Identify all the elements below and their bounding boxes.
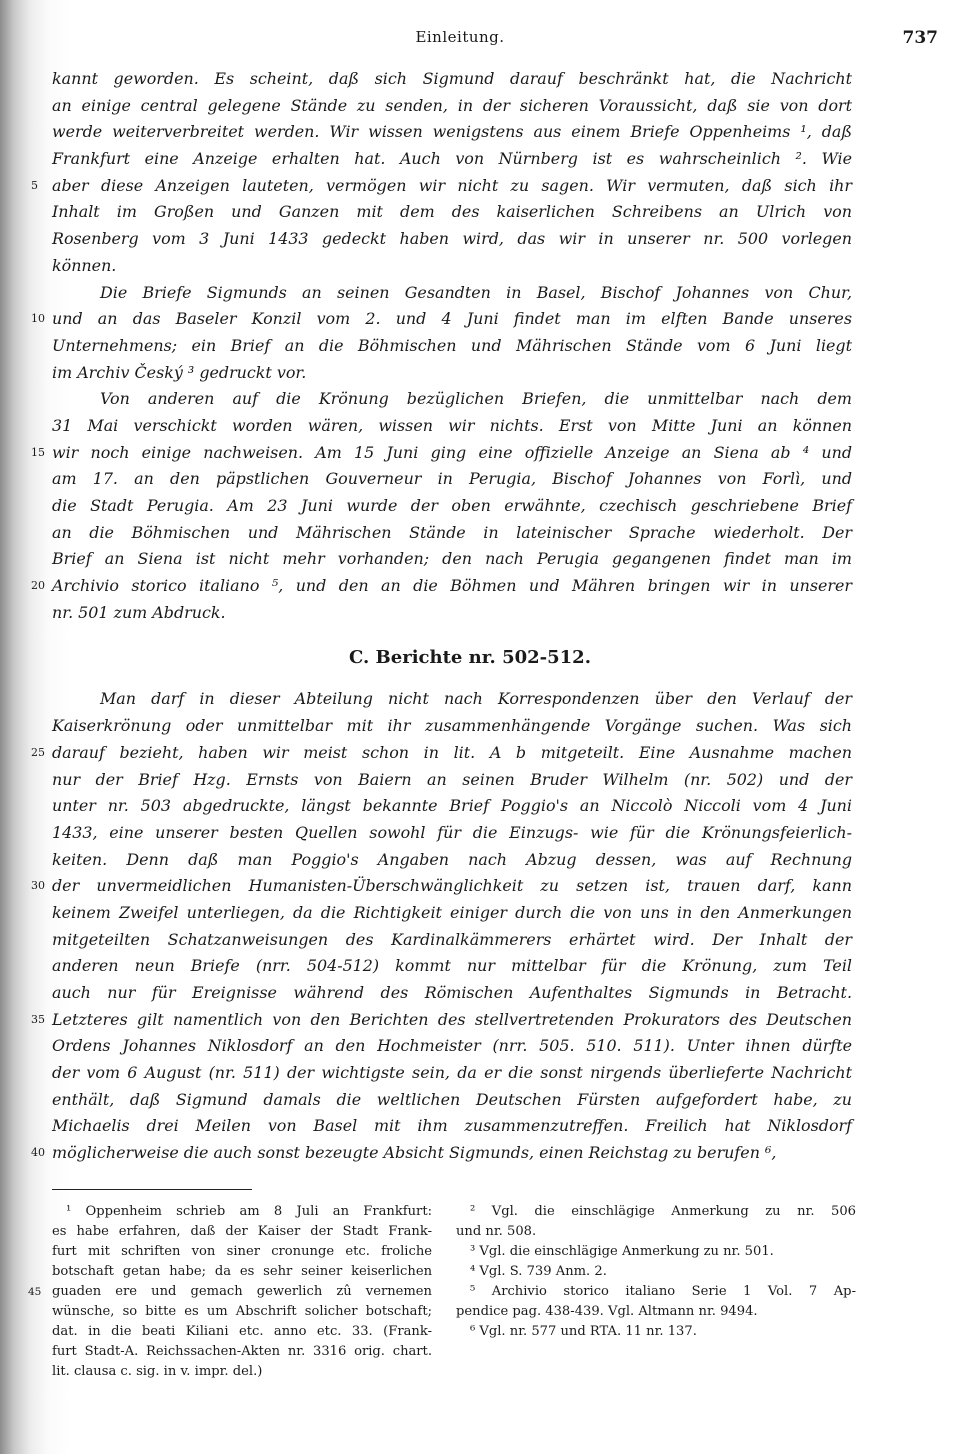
- footnote-line-text: botschaft getan habe; da es sehr seiner keiserlichen: [52, 1263, 432, 1279]
- text-line: [0, 333, 960, 360]
- text-line-text: wir noch einige nachweisen. Am 15 Juni ging eine offizielle Anzeige an Siena ab ⁴ und: [52, 442, 852, 462]
- footnote-line-text: ⁴ Vgl. S. 739 Anm. 2.: [470, 1263, 607, 1279]
- text-line-text: der unvermeidlichen Humanisten-Überschwänglichkeit zu setzen ist, trauen darf, kann: [52, 876, 852, 896]
- text-line-text: Von anderen auf die Krönung bezüglichen Briefen, die unmittelbar nach dem: [100, 389, 852, 409]
- text-line: [0, 573, 960, 600]
- text-line: [0, 600, 960, 627]
- footnotes-left-column: [28, 1202, 432, 1382]
- text-line: [0, 927, 960, 954]
- footnote-line: [456, 1202, 856, 1222]
- text-line: [0, 546, 960, 573]
- text-line: [0, 493, 960, 520]
- text-line: [0, 360, 960, 387]
- text-line: [0, 1033, 960, 1060]
- text-line-text: mitgeteilten Schatzanweisungen des Kardinalkämmerers erhärtet wird. Der Inhalt der: [52, 929, 852, 949]
- main-text: [0, 66, 960, 1379]
- footnote-line: [52, 1362, 432, 1382]
- footnote-line: [28, 1282, 432, 1302]
- line-number: 20: [31, 579, 45, 593]
- text-line-text: die Stadt Perugia. Am 23 Juni wurde der oben erwähnte, czechisch geschriebene Brief: [52, 496, 852, 515]
- text-line-text: an die Böhmischen und Mährischen Stände in lateinischer Sprache wiederholt. Der: [52, 522, 852, 542]
- footnote-line-text: ¹ Oppenheim schrieb am 8 Juli an Frankfurt:: [66, 1203, 432, 1219]
- footnote-line: [456, 1322, 856, 1342]
- text-line-text: im Archiv Český ³ gedruckt vor.: [52, 362, 307, 382]
- text-line: [0, 280, 960, 307]
- text-line: [0, 900, 960, 927]
- text-line: [0, 119, 960, 146]
- footnote-line-text: pendice pag. 438-439. Vgl. Altmann nr. 9494.: [456, 1303, 758, 1319]
- text-line-text: nr. 501 zum Abdruck.: [52, 602, 226, 622]
- footnote-line-text: lit. clausa c. sig. in v. impr. del.): [52, 1363, 263, 1379]
- text-line: [0, 173, 960, 200]
- text-line: [0, 466, 960, 493]
- line-number: 15: [31, 445, 45, 459]
- footnote-line-text: dat. in die beati Kiliani etc. anno etc. 33. (Frank-: [52, 1323, 432, 1339]
- footnote-line: [52, 1342, 432, 1362]
- text-line-text: keiten. Denn daß man Poggio's Angaben nach Abzug dessen, was auf Rechnung: [52, 849, 852, 869]
- text-line: [0, 386, 960, 413]
- text-line: [0, 847, 960, 874]
- footnote-line: [52, 1242, 432, 1262]
- line-number: 25: [31, 745, 45, 759]
- text-line: [0, 1140, 960, 1167]
- text-line-text: Brief an Siena ist nicht mehr vorhanden; den nach Perugia gegangenen findet man im: [52, 549, 852, 569]
- text-line-text: nur der Brief Hzg. Ernsts von Baiern an seinen Bruder Wilhelm (nr. 502) und der: [52, 769, 852, 789]
- footnote-line-text: furt mit schriften von siner cronunge etc. froliche: [52, 1243, 432, 1259]
- text-line-text: Archivio storico italiano ⁵, und den an die Böhmen und Mähren bringen wir in unserer: [52, 576, 852, 596]
- paragraphs-bottom: [0, 686, 960, 1166]
- footnote-line-text: ³ Vgl. die einschlägige Anmerkung zu nr. 501.: [470, 1243, 774, 1259]
- text-line: [0, 820, 960, 847]
- text-line: [0, 873, 960, 900]
- text-line-text: Man darf in dieser Abteilung nicht nach Korrespondenzen über den Verlauf der: [100, 689, 852, 709]
- text-line-text: enthält, daß Sigmund damals die weltlichen Deutschen Fürsten aufgefordert habe, zu: [52, 1089, 852, 1109]
- line-number: 35: [31, 1012, 45, 1026]
- text-line-text: Kaiserkrönung oder unmittelbar mit ihr zusammenhängende Vorgänge suchen. Was sich: [52, 716, 852, 736]
- footnote-line: [52, 1302, 432, 1322]
- line-number: 10: [31, 312, 45, 326]
- text-line-text: Michaelis drei Meilen von Basel mit ihm zusammenzutreffen. Freilich hat Niklosdorf: [52, 1116, 852, 1136]
- text-line: [0, 66, 960, 93]
- text-line: [0, 1087, 960, 1114]
- text-line-text: keinem Zweifel unterliegen, da die Richtigkeit einiger durch die von uns in den Anmerkungen: [52, 902, 852, 922]
- text-line-text: möglicherweise die auch sonst bezeugte Absicht Sigmunds, einen Reichstag zu berufen ⁶,: [52, 1143, 777, 1163]
- line-number: 30: [31, 879, 45, 893]
- text-line: [0, 440, 960, 467]
- text-line-text: Die Briefe Sigmunds an seinen Gesandten in Basel, Bischof Johannes von Chur,: [100, 282, 852, 302]
- text-line-text: Ordens Johannes Niklosdorf an den Hochmeister (nrr. 505. 510. 511). Unter ihnen dürfte: [52, 1036, 852, 1056]
- footnote-line: [52, 1322, 432, 1342]
- text-line-text: 31 Mai verschickt worden wären, wissen wir nichts. Erst von Mitte Juni an können: [52, 415, 852, 435]
- text-line-text: an einige central gelegene Stände zu senden, in der sicheren Voraussicht, daß sie von dort: [52, 95, 852, 115]
- footnote-line-text: ² Vgl. die einschlägige Anmerkung zu nr. 506: [470, 1203, 856, 1219]
- text-line: [0, 199, 960, 226]
- header-title: Einleitung.: [415, 28, 505, 46]
- text-line: [0, 740, 960, 767]
- text-line-text: darauf bezieht, haben wir meist schon in lit. A b mitgeteilt. Eine Ausnahme machen: [52, 742, 852, 762]
- footnote-line-text: guaden ere und gemach gewerlich zû vernemen: [52, 1283, 432, 1299]
- footnote-line-text: furt Stadt-A. Reichssachen-Akten nr. 3316 orig. chart.: [52, 1343, 432, 1359]
- footnotes-right-column: [456, 1202, 856, 1342]
- text-line-text: 1433, eine unserer besten Quellen sowohl für die Einzugs- wie für die Krönungsfeierlich-: [52, 822, 852, 842]
- paragraphs-top: [0, 66, 960, 626]
- line-number: 5: [31, 178, 38, 192]
- footnote-line-text: und nr. 508.: [456, 1223, 537, 1239]
- text-line: [0, 306, 960, 333]
- text-line-text: und an das Baseler Konzil vom 2. und 4 Juni findet man im elften Bande unseres: [52, 309, 852, 329]
- text-line-text: der vom 6 August (nr. 511) der wichtigste sein, da er die sonst nirgends überlieferte Nachricht: [52, 1063, 852, 1083]
- text-line-text: am 17. an den päpstlichen Gouverneur in Perugia, Bischof Johannes von Forlì, und: [52, 469, 852, 489]
- footnote-line: [456, 1222, 856, 1242]
- footnote-line: [52, 1222, 432, 1242]
- footnote-line: [456, 1242, 856, 1262]
- text-line: [0, 793, 960, 820]
- footnote-line-text: ⁶ Vgl. nr. 577 und RTA. 11 nr. 137.: [470, 1323, 697, 1339]
- text-line: [0, 1060, 960, 1087]
- text-line: [0, 1007, 960, 1034]
- text-line-text: werde weiterverbreitet werden. Wir wissen wenigstens aus einem Briefe Oppenheims ¹, daß: [52, 122, 852, 142]
- text-line-text: Frankfurt eine Anzeige erhalten hat. Auch von Nürnberg ist es wahrscheinlich ². Wie: [52, 149, 852, 169]
- text-line: [0, 93, 960, 120]
- text-line: [0, 1113, 960, 1140]
- text-line-text: unter nr. 503 abgedruckte, längst bekannte Brief Poggio's an Niccolò Niccoli vom 4 Juni: [52, 796, 852, 816]
- text-line: [0, 226, 960, 253]
- text-line-text: Letzteres gilt namentlich von den Berichten des stellvertretenden Prokurators des Deutschen: [52, 1009, 852, 1029]
- footnote-line: [52, 1262, 432, 1282]
- text-line-text: aber diese Anzeigen lauteten, vermögen wir nicht zu sagen. Wir vermuten, daß sich ihr: [52, 175, 852, 195]
- text-line-text: kannt geworden. Es scheint, daß sich Sigmund darauf beschränkt hat, die Nachricht: [52, 69, 852, 88]
- text-line: [0, 767, 960, 794]
- footnote-line: [52, 1202, 432, 1222]
- text-line-text: können.: [52, 255, 117, 275]
- running-header: [60, 28, 938, 52]
- text-line-text: Rosenberg vom 3 Juni 1433 gedeckt haben wird, das wir in unserer nr. 500 vorlegen: [52, 229, 852, 249]
- text-line: [0, 253, 960, 280]
- footnote-line-text: es habe erfahren, daß der Kaiser der Stadt Frank-: [52, 1223, 432, 1239]
- text-line-text: Inhalt im Großen und Ganzen mit dem des kaiserlichen Schreibens an Ulrich von: [52, 202, 852, 222]
- text-line: [0, 713, 960, 740]
- text-line: [0, 953, 960, 980]
- text-line-text: anderen neun Briefe (nrr. 504-512) kommt nur mittelbar für die Krönung, zum Teil: [52, 956, 852, 976]
- text-line-text: Unternehmens; ein Brief an die Böhmischen und Mährischen Stände vom 6 Juni liegt: [52, 335, 852, 355]
- footnote-line: [456, 1282, 856, 1302]
- footnote-line-text: ⁵ Archivio storico italiano Serie 1 Vol. 7 Ap-: [470, 1283, 856, 1299]
- text-line-text: auch nur für Ereignisse während des Römischen Aufenthaltes Sigmunds in Betracht.: [52, 983, 852, 1002]
- page-number: 737: [902, 28, 938, 48]
- text-line: [0, 146, 960, 173]
- text-line: [0, 980, 960, 1007]
- text-line: [0, 520, 960, 547]
- footnote-line: [456, 1262, 856, 1282]
- text-line: [0, 413, 960, 440]
- line-number: 40: [31, 1146, 45, 1160]
- line-number: 45: [28, 1285, 42, 1298]
- footnote-separator: [52, 1189, 252, 1190]
- footnote-line: [456, 1302, 856, 1322]
- footnote-line-text: wünsche, so bitte es um Abschrift solicher botschaft;: [52, 1303, 432, 1319]
- section-heading: C. Berichte nr. 502-512.: [349, 647, 591, 669]
- text-line: [0, 686, 960, 713]
